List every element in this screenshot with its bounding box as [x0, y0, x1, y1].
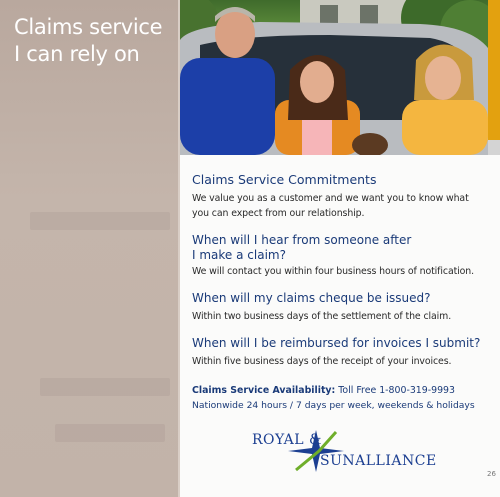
availability-line	[192, 383, 484, 398]
woman-top	[402, 100, 488, 155]
question-invoices	[192, 336, 484, 351]
logo-word-royal: ROYAL &	[252, 432, 322, 448]
toll-free-phone: Toll Free 1-800-319-9993	[338, 385, 455, 396]
headline	[14, 14, 174, 68]
faint-background-text	[30, 212, 170, 230]
accent-bar-divider	[488, 140, 500, 155]
royal-sunalliance-logo	[252, 428, 437, 474]
question-line-1: When will my claims cheque be issued?	[192, 291, 431, 305]
page-number: 26	[487, 470, 496, 478]
left-color-panel	[0, 0, 180, 497]
availability-label: Claims Service Availability:	[192, 385, 336, 396]
answer-contact: We will contact you within four business hours of notification.	[192, 266, 475, 277]
faint-background-text	[40, 378, 170, 396]
question-line-1: When will I be reimbursed for invoices I submit?	[192, 336, 481, 350]
question-line-1: When will I hear from someone after	[192, 233, 412, 247]
question-line-2: I make a claim?	[192, 248, 286, 262]
faint-background-text	[55, 424, 165, 442]
orange-accent-bar	[488, 0, 500, 155]
man-shirt	[180, 58, 275, 155]
woman-face	[425, 56, 461, 100]
question-cheque	[192, 291, 484, 306]
family-photo	[180, 0, 488, 155]
claims-info-column	[192, 172, 484, 413]
question-contact	[192, 233, 484, 263]
house-window	[320, 5, 338, 25]
house-window	[360, 5, 378, 25]
girl-face	[300, 61, 334, 103]
headline-line-2: I can rely on	[14, 42, 140, 66]
commitments-title: Claims Service Commitments	[192, 172, 377, 187]
commitments-body: We value you as a customer and we want you to know what you can expect from our relationship.	[192, 193, 469, 219]
family-photo-illustration	[180, 0, 488, 155]
answer-invoices: Within five business days of the receipt of your invoices.	[192, 356, 452, 367]
availability-hours: Nationwide 24 hours / 7 days per week, weekends & holidays	[192, 400, 475, 411]
answer-cheque: Within two business days of the settlement of the claim.	[192, 311, 452, 322]
man-face	[215, 10, 255, 58]
headline-line-1: Claims service	[14, 15, 163, 39]
logo-word-sunalliance: SUNALLIANCE	[320, 453, 437, 469]
